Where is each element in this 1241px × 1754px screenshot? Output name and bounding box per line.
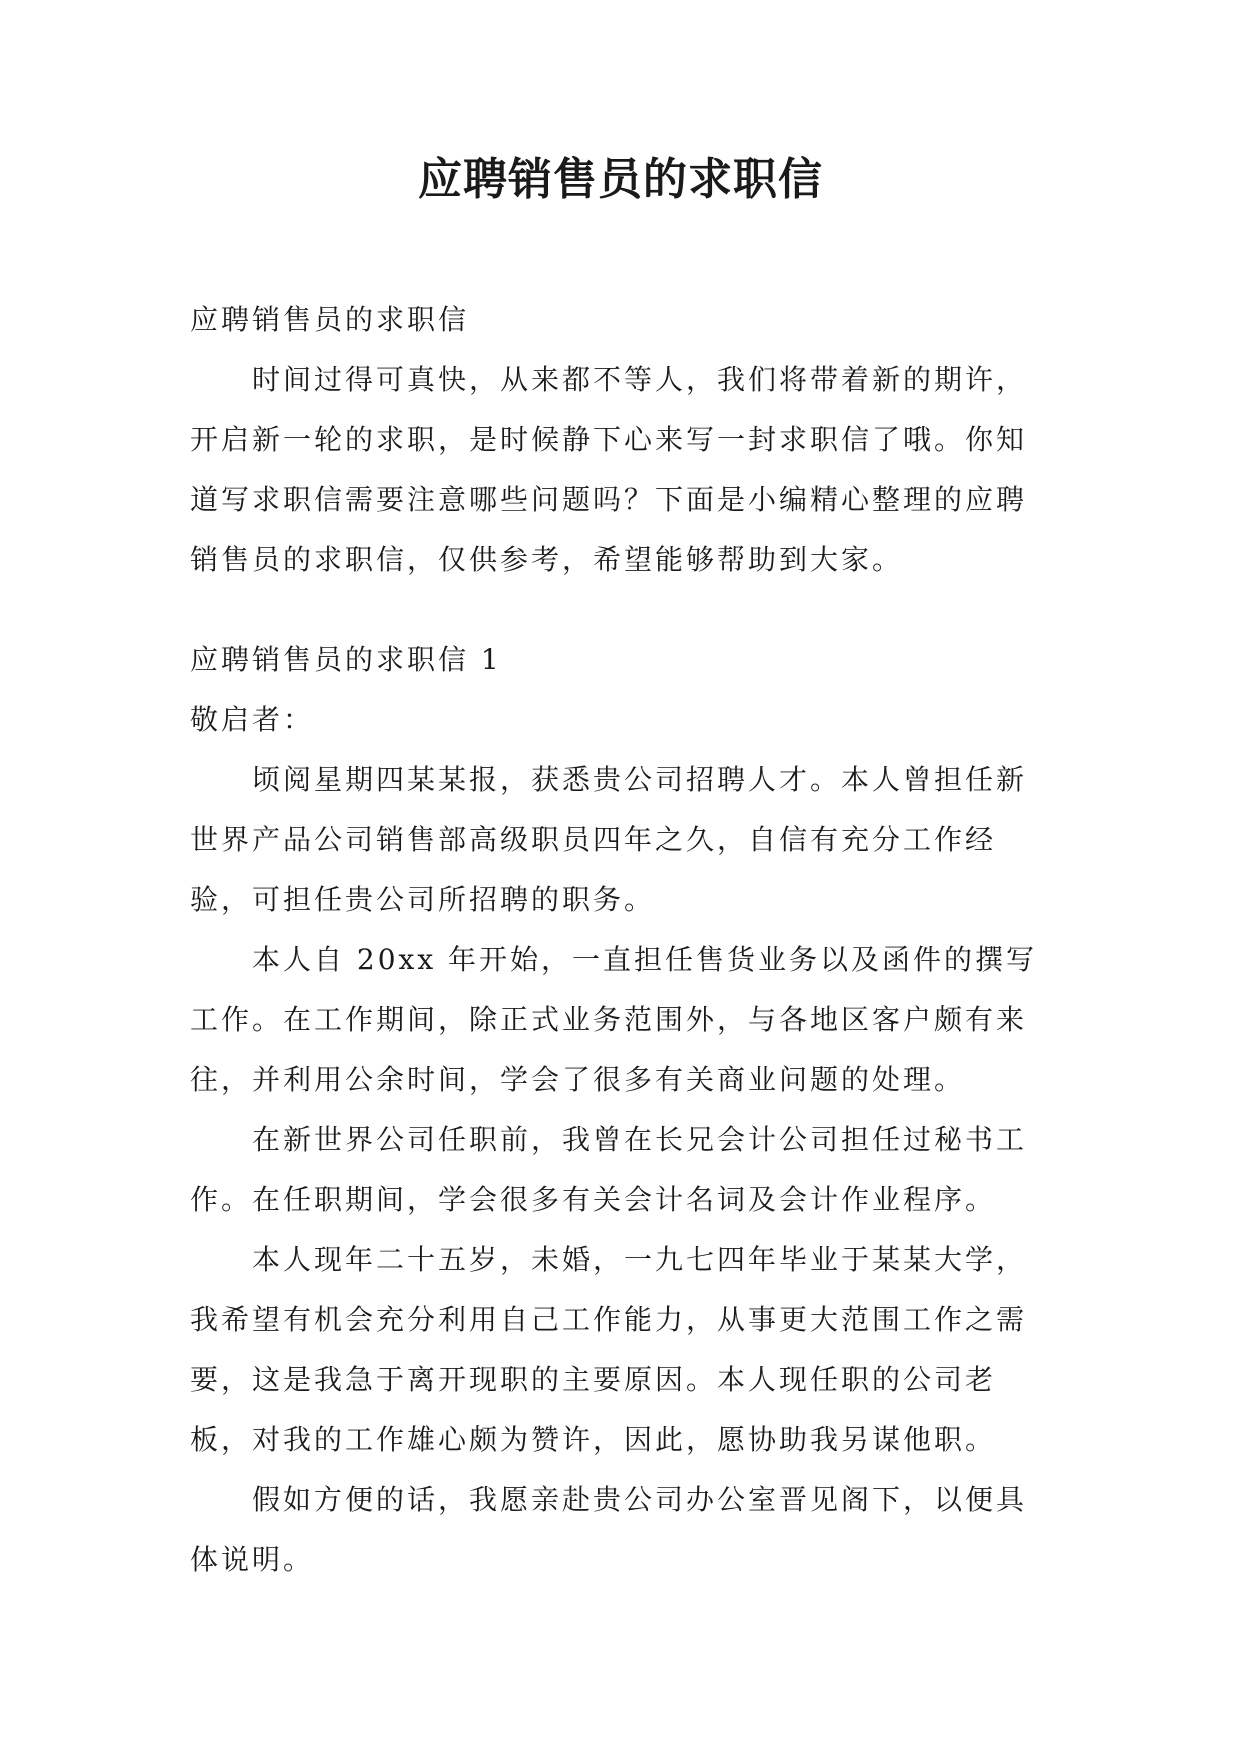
- letter-paragraph: 假如方便的话，我愿亲赴贵公司办公室晋见阁下，以便具体说明。: [190, 1483, 1028, 1576]
- letter-paragraph: 顷阅星期四某某报，获悉贵公司招聘人才。本人曾担任新世界产品公司销售部高级职员四年之久，自信有充分工作经验，可担任贵公司所招聘的职务。: [190, 763, 1028, 916]
- intro-paragraph: 时间过得可真快，从来都不等人，我们将带着新的期许，开启新一轮的求职，是时候静下心来写一封求职信了哦。你知道写求职信需要注意哪些问题吗？下面是小编精心整理的应聘销售员的求职信，仅供参考，希望能够帮助到大家。: [190, 363, 1028, 576]
- page-title: 应聘销售员的求职信: [418, 154, 823, 205]
- letter-paragraph: 本人自 20xx 年开始，一直担任售货业务以及函件的撰写工作。在工作期间，除正式业务范围外，与各地区客户颇有来往，并利用公余时间，学会了很多有关商业问题的处理。: [190, 943, 1038, 1096]
- section-heading: 应聘销售员的求职信 1: [190, 643, 502, 676]
- salutation: 敬启者：: [190, 703, 315, 736]
- letter-paragraph: 本人现年二十五岁，未婚，一九七四年毕业于某某大学，我希望有机会充分利用自己工作能力，从事更大范围工作之需要，这是我急于离开现职的主要原因。本人现任职的公司老板，对我的工作雄心颇为赞许，因此，愿协助我另谋他职。: [190, 1243, 1028, 1456]
- document-body: [190, 290, 1052, 1590]
- letter-paragraph: 在新世界公司任职前，我曾在长兄会计公司担任过秘书工作。在任职期间，学会很多有关会计名词及会计作业程序。: [190, 1123, 1028, 1216]
- section-spacer: [190, 590, 1052, 630]
- document-subtitle: 应聘销售员的求职信: [190, 303, 470, 336]
